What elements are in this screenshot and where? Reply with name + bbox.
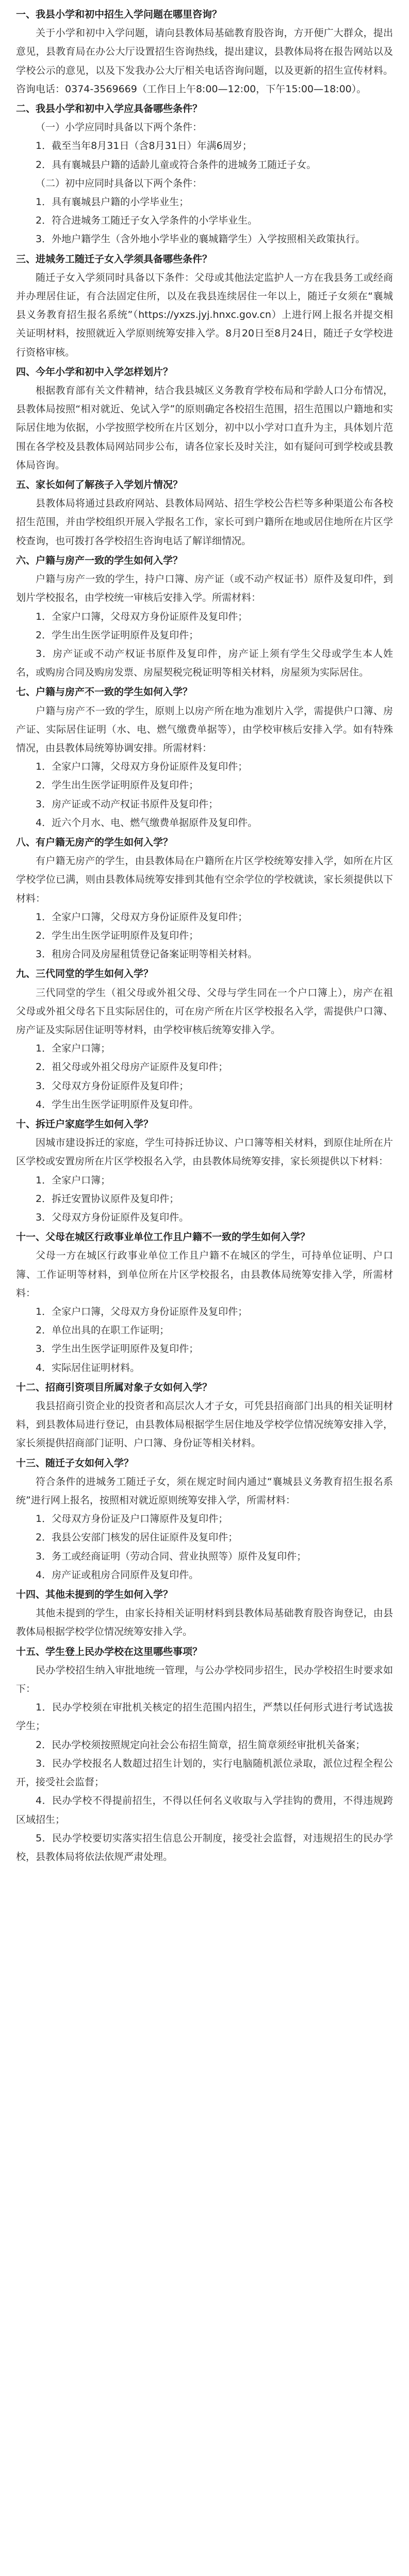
section-title: 十、拆迁户家庭学生如何入学？ (16, 1118, 154, 1130)
section-paragraph: 2．单位出具的在职工作证明； (36, 1325, 170, 1336)
section-paragraph: 户籍与房产不一致的学生，原则上以房产所在地为准划片入学，需提供户口簿、房产证、实际居住证明（水、电、燃气缴费单据等），由学校审核后安排入学。如有特殊情况，由县教体局统筹协调安排。所需材料： (16, 705, 393, 754)
section-paragraph: 因城市建设拆迁的家庭，学生可持拆迁协议、户口簿等相关材料，到原住址所在片区学校或安置房所在片区学校报名入学，由县教体局统筹安排，家长须提供以下材料： (16, 1137, 393, 1167)
faq-section (16, 99, 393, 249)
faq-section (16, 1228, 393, 1377)
faq-section (16, 833, 393, 963)
section-paragraph: 4．学生出生医学证明原件及复印件。 (36, 1098, 199, 1110)
section-paragraph: 4．民办学校不得提前招生，不得以任何名义收取与入学挂钩的费用，不得违规跨区域招生； (16, 1795, 393, 1825)
section-paragraph: 1．民办学校须在审批机关核定的招生范围内招生，严禁以任何形式进行考试选拔学生； (16, 1702, 393, 1732)
section-paragraph: 2．拆迁安置协议原件及复印件； (36, 1193, 179, 1205)
section-paragraph: （一）小学应同时具备以下两个条件： (36, 122, 203, 133)
section-paragraph: 1．全家户口簿； (36, 1043, 111, 1055)
section-title: 二、我县小学和初中入学应具备哪些条件？ (16, 103, 203, 115)
faq-section (16, 964, 393, 1114)
section-paragraph: 1．全家户口簿，父母双方身份证原件及复印件； (36, 911, 248, 923)
section-paragraph: 3．房产证或不动产权证书原件及复印件； (36, 798, 219, 810)
section-paragraph: 根据教育部有关文件精神，结合我县城区义务教育学校布局和学龄人口分布情况，县教体局按照“相对就近、免试入学”的原则确定各校招生范围，招生范围以户籍地和实际居住地为依据，小学按照学校所在片区划分，初中以小学对口直升为主，具体划片范围在各学校及县教体局网站同步公布，请各位家长及时关注，如有疑问可到学校或县教体局咨询。 (16, 385, 393, 471)
section-paragraph: 2．符合进城务工随迁子女入学条件的小学毕业生。 (36, 215, 258, 227)
section-title: 六、户籍与房产一致的学生如何入学？ (16, 554, 183, 566)
faq-section (16, 1642, 393, 1866)
section-paragraph: 2．学生出生医学证明原件及复印件； (36, 929, 199, 941)
section-paragraph: 2．我县公安部门核发的居住证原件及复印件； (36, 1532, 238, 1544)
section-paragraph: 有户籍无房产的学生，由县教体局在户籍所在片区学校统筹安排入学，如所在片区学校学位已满，则由县教体局统筹安排到其他有空余学位的学校就读，家长须提供以下材料： (16, 855, 393, 904)
section-paragraph: 3．学生出生医学证明原件及复印件； (36, 1343, 199, 1355)
section-paragraph: 3．房产证或不动产权证书原件及复印件，房产证上须有学生父母或学生本人姓名，或购房合同及购房发票、房屋契税完税证明等相关材料，房屋须为实际居住。 (16, 648, 393, 679)
section-paragraph: 3．父母双方身份证原件及复印件。 (36, 1212, 189, 1223)
section-paragraph: 其他未提到的学生，由家长持相关证明材料到县教体局基础教育股咨询登记，由县教体局根据学校学位情况统筹安排入学。 (16, 1607, 393, 1638)
section-title: 九、三代同堂的学生如何入学？ (16, 968, 154, 980)
section-paragraph: 1．全家户口簿，父母双方身份证原件及复印件； (36, 611, 248, 622)
section-paragraph: 1．具有襄城县户籍的小学毕业生； (36, 196, 189, 208)
section-paragraph: 关于小学和初中入学问题，请向县教体局基础教育股咨询，方开便广大群众，提出意见，县教育局在办公大厅设置招生咨询热线，提出建议，县教体局将在报告网站以及学校公示的意见，以及下发我办公大厅相关电话咨询问题，以及更新的招生宣传材料。咨询电话：0374-3569669（工作日上午8:00—12:00，下午15:00—18:00）。 (16, 27, 393, 95)
faq-section (16, 476, 393, 550)
section-paragraph: 民办学校招生纳入审批地统一管理，与公办学校同步招生，民办学校招生时要求如下： (16, 1664, 393, 1695)
section-paragraph: 3．务工或经商证明（劳动合同、营业执照等）原件及复印件； (36, 1550, 307, 1562)
faq-section (16, 1115, 393, 1227)
section-paragraph: 随迁子女入学须同时具备以下条件：父母或其他法定监护人一方在我县务工或经商并办理居住证，有合法固定住所，以及在我县连续居住一年以上，随迁子女须在“襄城县义务教育招生报名系统”（https://yxzs.jyj.hnxc.gov.cn）上进行网上报名并提交相关证明材料，按照就近入学原则统筹安排入学。8月20日至8月24日，随迁子女学校进行资格审核。 (16, 272, 393, 358)
section-title: 十一、父母在城区行政事业单位工作且户籍不一致的学生如何入学？ (16, 1231, 310, 1243)
section-paragraph: 2．学生出生医学证明原件及复印件； (36, 629, 199, 641)
section-paragraph: 1．全家户口簿，父母双方身份证原件及复印件； (36, 761, 248, 773)
section-title: 十四、其他未提到的学生如何入学？ (16, 1589, 173, 1601)
section-paragraph: 1．全家户口簿； (36, 1174, 111, 1186)
section-title: 五、家长如何了解孩子入学划片情况？ (16, 479, 183, 491)
section-paragraph: 1．全家户口簿，父母双方身份证原件及复印件； (36, 1306, 248, 1318)
section-paragraph: 1．父母双方身份证及户口簿原件及复印件； (36, 1513, 228, 1525)
section-paragraph: 3．民办学校报名人数超过招生计划的，实行电脑随机派位录取，派位过程全程公开，接受社会监督； (16, 1757, 393, 1788)
section-paragraph: 4．房产证或租房合同原件及复印件。 (36, 1569, 199, 1581)
faq-section (16, 363, 393, 474)
section-paragraph: 符合条件的进城务工随迁子女，须在规定时间内通过“襄城县义务教育招生报名系统”进行网上报名，按照相对就近原则统筹安排入学，所需材料： (16, 1476, 393, 1506)
section-paragraph: 5．民办学校要切实落实招生信息公开制度，接受社会监督，对违规招生的民办学校，县教体局将依法依规严肃处理。 (16, 1832, 393, 1862)
section-paragraph: 4．近六个月水、电、燃气缴费单据原件及复印件。 (36, 817, 258, 828)
section-paragraph: 2．学生出生医学证明原件及复印件； (36, 779, 199, 791)
faq-section (16, 250, 393, 362)
section-paragraph: 4．实际居住证明材料。 (36, 1362, 140, 1374)
section-paragraph: 3．外地户籍学生（含外地小学毕业的襄城籍学生）入学按照相关政策执行。 (36, 233, 366, 245)
faq-section (16, 551, 393, 682)
faq-section (16, 683, 393, 832)
faq-section (16, 1585, 393, 1641)
section-title: 十二、招商引资项目所属对象子女如何入学？ (16, 1381, 212, 1393)
section-paragraph: 3．父母双方身份证原件及复印件； (36, 1080, 189, 1092)
section-paragraph: 户籍与房产一致的学生，持户口簿、房产证（或不动产权证书）原件及复印件，到划片学校报名，由学校统一审核后安排入学。所需材料： (16, 573, 393, 604)
section-paragraph: 父母一方在城区行政事业单位工作且户籍不在城区的学生，可持单位证明、户口簿、工作证明等材料，到单位所在片区学校报名，由县教体局统筹安排入学，所需材料： (16, 1250, 393, 1299)
section-paragraph: 2．祖父母或外祖父母房产证原件及复印件； (36, 1061, 228, 1073)
section-paragraph: 三代同堂的学生（祖父母或外祖父母、父母与学生同在一个户口簿上），房产在祖父母或外祖父母名下且实际居住的，可在房产所在片区学校报名入学，需提供户口簿、房产证及实际居住证明等材料，由学校审核后统筹安排入学。 (16, 987, 393, 1036)
section-paragraph: 3．租房合同及房屋租赁登记备案证明等相关材料。 (36, 948, 258, 960)
section-title: 七、户籍与房产不一致的学生如何入学？ (16, 686, 193, 698)
section-title: 四、今年小学和初中入学怎样划片？ (16, 366, 173, 378)
section-title: 一、我县小学和初中招生入学问题在哪里咨询？ (16, 9, 222, 20)
faq-section (16, 5, 393, 98)
section-paragraph: 县教体局将通过县政府网站、县教体局网站、招生学校公告栏等多种渠道公布各校招生范围，并由学校组织开展入学报名工作，家长可到户籍所在地或居住地所在片区学校查询，也可拨打各学校招生咨询电话了解详细情况。 (16, 498, 393, 547)
section-title: 三、进城务工随迁子女入学须具备哪些条件？ (16, 253, 212, 265)
section-paragraph: 2．具有襄城县户籍的适龄儿童或符合条件的进城务工随迁子女。 (36, 159, 317, 171)
section-title: 十三、随迁子女如何入学？ (16, 1457, 134, 1469)
section-paragraph: 1．截至当年8月31日（含8月31日）年满6周岁； (36, 140, 252, 152)
section-paragraph: 2．民办学校须按照规定向社会公布招生简章，招生简章须经审批机关备案； (36, 1739, 366, 1751)
section-title: 八、有户籍无房产的学生如何入学？ (16, 836, 173, 848)
section-title: 十五、学生登上民办学校在这里哪些事项？ (16, 1646, 203, 1657)
faq-section (16, 1378, 393, 1453)
section-paragraph: （二）初中应同时具备以下两个条件： (36, 177, 203, 189)
faq-section (16, 1454, 393, 1584)
section-paragraph: 我县招商引资企业的投资者和高层次人才子女，可凭县招商部门出具的相关证明材料，到县教体局进行登记，由县教体局根据学生居住地及学校学位情况统筹安排入学，家长须提供招商部门证明、户口簿、身份证等相关材料。 (16, 1400, 393, 1449)
